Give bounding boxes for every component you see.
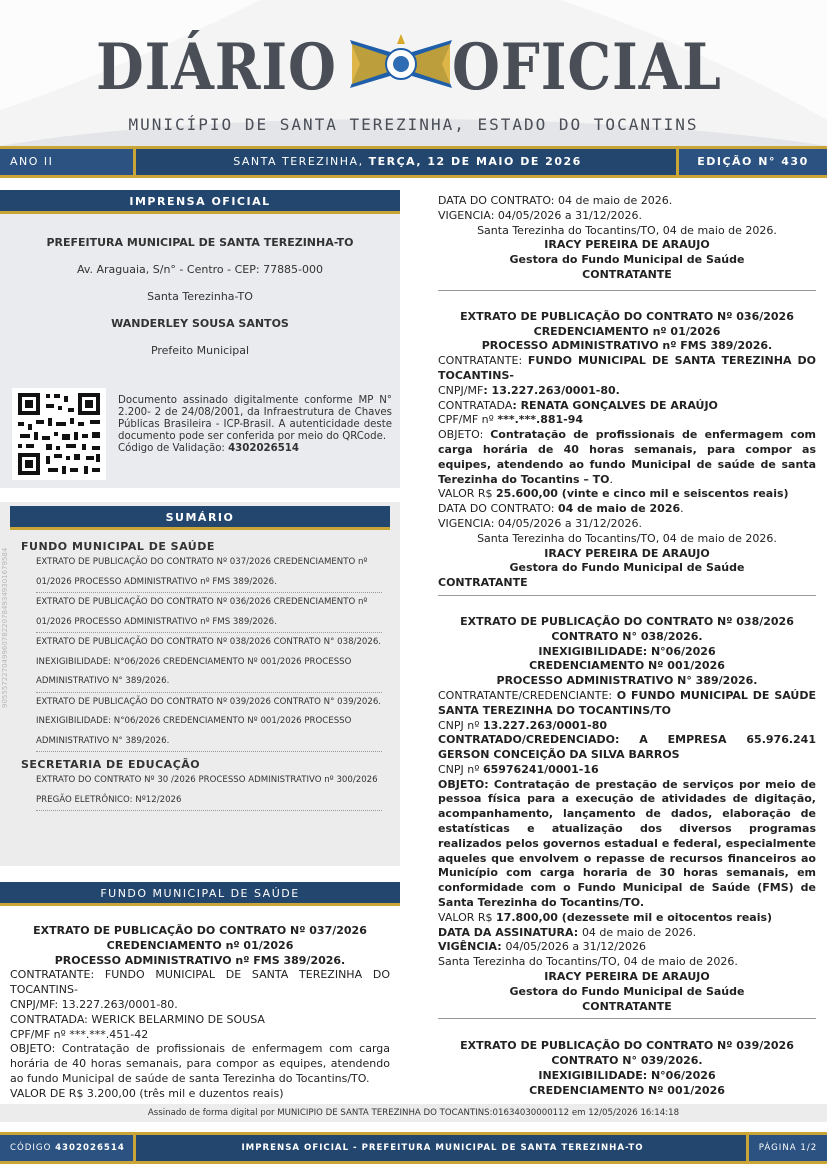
contract-036-processo: PROCESSO ADMINISTRATIVO nº FMS 389/2026. — [481, 339, 773, 353]
contract-038-number: CONTRATO N° 038/2026. — [551, 629, 703, 643]
mayor-role: Prefeito Municipal — [150, 344, 250, 357]
contract-038-signer-role: Gestora do Fundo Municipal de Saúde — [509, 984, 745, 998]
flag-emblem-icon — [350, 30, 452, 96]
masthead-title-oficial: OFICIAL — [452, 30, 722, 105]
contract-038-processo: PROCESSO ADMINISTRATIVO N° 389/2026. — [496, 674, 758, 688]
contract-038-title: EXTRATO DE PUBLICAÇÃO DO CONTRATO Nº 038/2026 — [460, 614, 794, 628]
fms-section-header-wrap — [0, 882, 400, 906]
contract-038-cnpj: CNPJ nº 13.227.263/0001-80 — [438, 718, 608, 732]
contract-036-cnpj: CNPJ/MF: 13.227.263/0001-80. — [438, 383, 620, 397]
digital-signature-line: Assinado de forma digital por MUNICIPIO DE SANTA TEREZINHA DO TOCANTINS:01634030000112 em 12/05/2026 16:14:18 — [0, 1104, 827, 1122]
contract-038-vigencia: VIGÊNCIA: 04/05/2026 a 31/12/2026 — [438, 940, 647, 954]
contract-037-cpf: CPF/MF nº ***.***.451-42 — [10, 1027, 149, 1041]
contract-037-cnpj: CNPJ/MF: 13.227.263/0001-80. — [10, 997, 178, 1011]
contract-036 — [438, 310, 816, 596]
masthead-title-diario: DIÁRIO — [96, 30, 337, 105]
sumario-section-educacao: SECRETARIA DE EDUCAÇÃO — [21, 758, 201, 771]
mayor-name: WANDERLEY SOUSA SANTOS — [111, 317, 289, 330]
contract-038-credenciamento: CREDENCIAMENTO Nº 001/2026 — [529, 659, 725, 673]
contract-038-cnpj2: CNPJ nº 65976241/0001-16 — [438, 762, 599, 776]
contract-036-title: EXTRATO DE PUBLICAÇÃO DO CONTRATO Nº 036/2026 — [460, 309, 794, 323]
contract-036-credenciamento: CREDENCIAMENTO nº 01/2026 — [533, 324, 721, 338]
masthead — [0, 0, 827, 146]
sumario-item[interactable]: EXTRATO DO CONTRATO Nº 30 /2026 PROCESSO ADMINISTRATIVO nº 300/2026 PREGÃO ELETRÔNICO: Nº12/2026 — [36, 771, 382, 811]
contract-038-inexigibilidade: INEXIGIBILIDADE: N°06/2026 — [538, 644, 716, 658]
footer-bar — [0, 1132, 827, 1164]
contract-036-contratante: CONTRATANTE: FUNDO MUNICIPAL DE SANTA TEREZINHA DO TOCANTINS- — [438, 354, 816, 382]
org-name: PREFEITURA MUNICIPAL DE SANTA TEREZINHA-TO — [46, 236, 354, 249]
fms-section-header: FUNDO MUNICIPAL DE SAÚDE — [0, 882, 400, 906]
contract-038-sign-contratante: CONTRATANTE — [582, 999, 672, 1013]
contract-037-processo: PROCESSO ADMINISTRATIVO nº FMS 389/2026. — [54, 953, 346, 967]
contract-037-local: Santa Terezinha do Tocantins/TO, 04 de maio de 2026. — [477, 223, 777, 237]
contract-038-contratante: CONTRATANTE/CREDENCIANTE: O FUNDO MUNICIPAL DE SAÚDE SANTA TEREZINHA DO TOCANTINS/TO — [438, 688, 817, 717]
contract-037-contratada: CONTRATADA: WERICK BELARMINO DE SOUSA — [10, 1012, 265, 1026]
signature-notice: Documento assinado digitalmente conforme MP N° 2.200- 2 de 24/08/2001, da Infraestrutura de Chaves Públicas Brasileira - ICP-Brasil. A autenticidade deste documento pode ser conferida por meio do QRCode. Código de Validação: 4302026514 — [118, 395, 392, 454]
sumario-box — [0, 502, 400, 866]
contract-039-credenciamento: CREDENCIAMENTO Nº 001/2026 — [529, 1083, 725, 1097]
contract-037-credenciamento: CREDENCIAMENTO nº 01/2026 — [106, 938, 294, 952]
sumario-section-saude: FUNDO MUNICIPAL DE SAÚDE — [21, 540, 215, 553]
contract-038-objeto: OBJETO: Contratação de prestação de serviços por meio de pessoa física para a execução de atividades de digitação, acompanhamento, lançamento de dados, elaboração de estatísticas e atualização dos diversos programas realizados pelos governos estadual e federal, especialmente aqueles que envolvem o repasse de recursos financeiros ao Município com carga horaria de 30 horas semanais, em conformidade com o Fundo Municipal de Saúde (FMS) de Santa Terezinha do Tocantins/TO. — [438, 777, 816, 910]
contract-036-cpf: CPF/MF nº ***.***.881-94 — [438, 413, 584, 427]
sumario-item[interactable]: EXTRATO DE PUBLICAÇÃO DO CONTRATO Nº 036/2026 CREDENCIAMENTO nº 01/2026 PROCESSO ADMINISTRATIVO nº FMS 389/2026. — [36, 593, 382, 633]
contract-037-objeto: OBJETO: Contratação de profissionais de enfermagem com carga horária de 40 horas semanais, para compor as equipes, atendendo ao fundo Municipal de saúde de santa Terezinha do Tocantins/TO. — [10, 1042, 390, 1085]
contract-039-number: CONTRATO N° 039/2026. — [551, 1054, 703, 1068]
edition-year: ANO II — [0, 149, 136, 175]
contract-036-local: Santa Terezinha do Tocantins/TO, 04 de maio de 2026. — [477, 531, 777, 545]
contract-036-objeto: OBJETO: Contratação de profissionais de enfermagem com carga horária de 40 horas semanais, para compor as equipes, atendendo ao fundo Municipal de saúde de santa Terezinha do Tocantins – TO. — [438, 428, 816, 486]
contract-037-sign-contratante: CONTRATANTE — [582, 267, 672, 281]
contract-039-inexigibilidade: INEXIGIBILIDADE: N°06/2026 — [538, 1069, 716, 1083]
contract-036-vigencia: VIGENCIA: 04/05/2026 a 31/12/2026. — [438, 516, 642, 530]
masthead-subtitle: MUNICÍPIO DE SANTA TEREZINHA, ESTADO DO TOCANTINS — [128, 115, 699, 134]
imprensa-oficial-box — [0, 190, 400, 488]
footer-code: CÓDIGO 4302026514 — [0, 1135, 136, 1161]
contract-039 — [438, 1039, 816, 1098]
contract-037 — [10, 924, 390, 1102]
contract-037-contratante: CONTRATANTE: FUNDO MUNICIPAL DE SANTA TEREZINHA DO TOCANTINS- — [10, 968, 390, 997]
contract-039-title: EXTRATO DE PUBLICAÇÃO DO CONTRATO Nº 039/2026 — [460, 1039, 794, 1053]
right-column — [438, 194, 816, 1099]
edition-bar — [0, 146, 827, 178]
footer-publisher: IMPRENSA OFICIAL - PREFEITURA MUNICIPAL DE SANTA TEREZINHA-TO — [241, 1143, 644, 1153]
edition-date: SANTA TEREZINHA, TERÇA, 12 DE MAIO DE 2026 — [233, 155, 582, 168]
qr-code-icon — [12, 388, 106, 480]
contract-038-valor: VALOR R$ 17.800,00 (dezessete mil e oitocentos reais) — [438, 910, 773, 924]
contract-038-contratado: CONTRATADO/CREDENCIADO: A EMPRESA 65.976.241 GERSON CONCEIÇÃO DA SILVA BARROS — [438, 733, 816, 762]
sumario-item[interactable]: EXTRATO DE PUBLICAÇÃO DO CONTRATO Nº 038/2026 CONTRATO N° 038/2026. INEXIGIBILIDADE: N°06/2026 CREDENCIAMENTO Nº 001/2026 PROCESSO ADMINISTRATIVO N° 389/2026. — [36, 633, 382, 693]
imprensa-header: IMPRENSA OFICIAL — [0, 190, 400, 214]
contract-038-signer: IRACY PEREIRA DE ARAUJO — [544, 970, 710, 984]
org-city: Santa Terezinha-TO — [147, 290, 253, 303]
contract-037-continued — [438, 194, 816, 291]
contract-036-signer: IRACY PEREIRA DE ARAUJO — [544, 546, 710, 560]
contract-038 — [438, 615, 816, 1020]
contract-038-assinatura: DATA DA ASSINATURA: 04 de maio de 2026. — [438, 925, 697, 939]
contract-037-signer: IRACY PEREIRA DE ARAUJO — [544, 238, 710, 252]
sumario-item[interactable]: EXTRATO DE PUBLICAÇÃO DO CONTRATO Nº 039/2026 CONTRATO N° 039/2026. INEXIGIBILIDADE: N°06/2026 CREDENCIAMENTO Nº 001/2026 PROCESSO ADMINISTRATIVO N° 389/2026. — [36, 693, 382, 753]
edition-number: EDIÇÃO N° 430 — [676, 149, 827, 175]
sumario-header: SUMÁRIO — [10, 506, 390, 530]
contract-036-sign-contratante: CONTRATANTE — [438, 576, 528, 590]
contract-036-valor: VALOR R$ 25.600,00 (vinte e cinco mil e seiscentos reais) — [438, 487, 789, 501]
contract-036-signer-role: Gestora do Fundo Municipal de Saúde — [509, 561, 745, 575]
footer-page-number: PÁGINA 1/2 — [746, 1135, 827, 1161]
contract-037-data: DATA DO CONTRATO: 04 de maio de 2026. — [438, 194, 673, 207]
contract-038-local: Santa Terezinha do Tocantins/TO, 04 de maio de 2026. — [438, 955, 738, 969]
contract-036-contratada: CONTRATADA: RENATA GONÇALVES DE ARAÚJO — [438, 398, 718, 412]
contract-037-signer-role: Gestora do Fundo Municipal de Saúde — [509, 253, 745, 267]
sumario-item[interactable]: EXTRATO DE PUBLICAÇÃO DO CONTRATO Nº 037/2026 CREDENCIAMENTO nº 01/2026 PROCESSO ADMINISTRATIVO nº FMS 389/2026. — [36, 553, 382, 593]
side-verification-code: 905557227049960782207849349301679584 — [1, 547, 9, 708]
contract-037-valor: VALOR DE R$ 3.200,00 (três mil e duzentos reais) — [10, 1086, 284, 1100]
validation-code: 4302026514 — [228, 443, 299, 454]
contract-037-title: EXTRATO DE PUBLICAÇÃO DO CONTRATO Nº 037/2026 — [33, 924, 367, 937]
contract-037-vigencia: VIGENCIA: 04/05/2026 a 31/12/2026. — [438, 208, 642, 222]
org-address: Av. Araguaia, S/n° - Centro - CEP: 77885-000 — [76, 263, 324, 276]
contract-036-data: DATA DO CONTRATO: 04 de maio de 2026. — [438, 502, 684, 516]
